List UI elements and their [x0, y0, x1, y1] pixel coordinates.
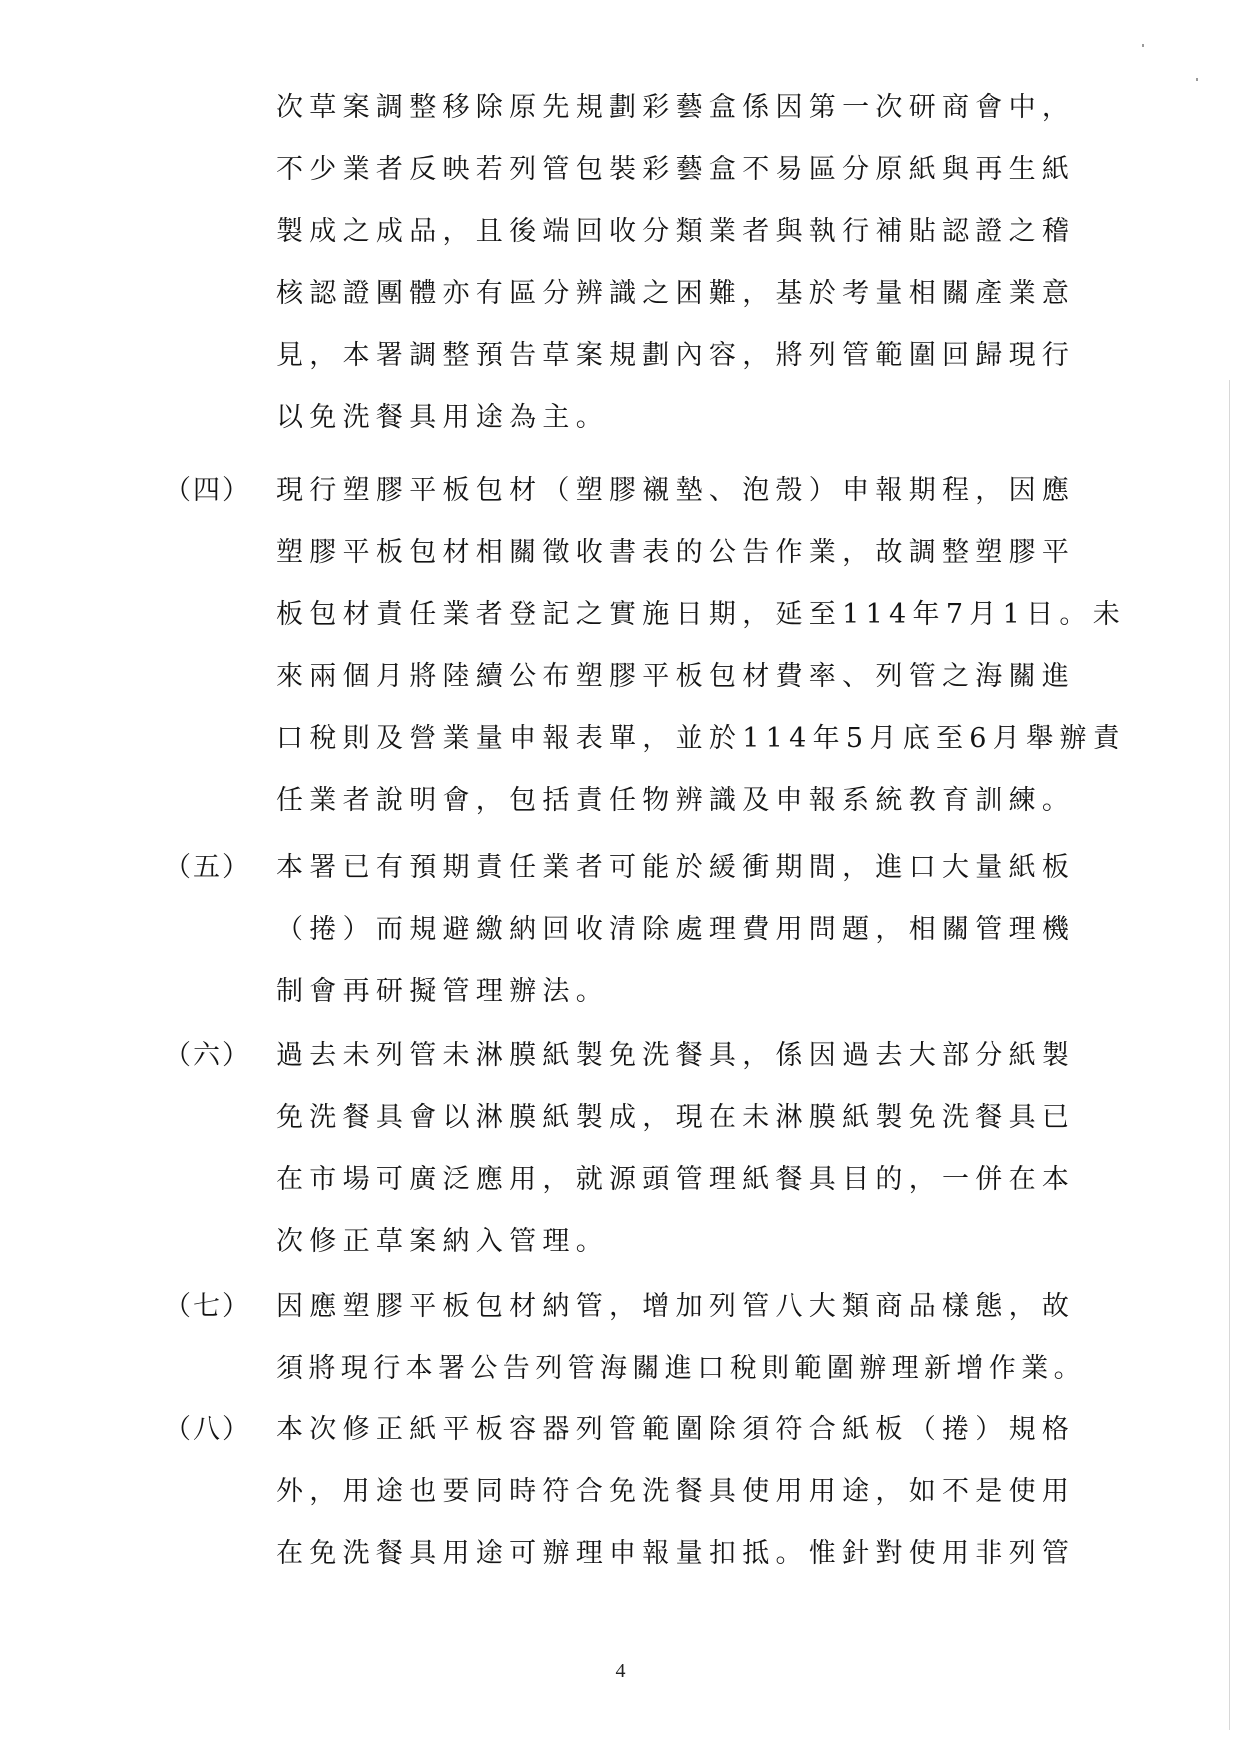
scan-speck	[1196, 78, 1198, 81]
text-line: 本署已有預期責任業者可能於緩衝期間，進口大量紙板	[276, 852, 1076, 883]
text-line: 制會再研擬管理辦法。	[276, 976, 609, 1007]
text-line: （捲）而規避繳納回收清除處理費用問題，相關管理機	[276, 914, 1076, 945]
text-line: 塑膠平板包材相關徵收書表的公告作業，故調整塑膠平	[276, 537, 1076, 568]
text-line: 板包材責任業者登記之實施日期，延至114年7月1日。未	[276, 599, 1126, 630]
scan-edge-line	[1229, 380, 1230, 1730]
item-number: （四）	[164, 475, 251, 506]
item-number: （五）	[164, 852, 251, 883]
text-line: 次修正草案納入管理。	[276, 1226, 609, 1257]
text-line: 製成之成品，且後端回收分類業者與執行補貼認證之稽	[276, 216, 1076, 247]
text-line: 在市場可廣泛應用，就源頭管理紙餐具目的，一併在本	[276, 1164, 1076, 1195]
text-line: 本次修正紙平板容器列管範圍除須符合紙板（捲）規格	[276, 1414, 1076, 1445]
text-line: 次草案調整移除原先規劃彩藝盒係因第一次研商會中，	[276, 92, 1076, 123]
text-line: 來兩個月將陸續公布塑膠平板包材費率、列管之海關進	[276, 661, 1076, 692]
text-line: 須將現行本署公告列管海關進口稅則範圍辦理新增作業。	[276, 1353, 1086, 1384]
text-line: 口稅則及營業量申報表單，並於114年5月底至6月舉辦責	[276, 723, 1126, 754]
text-line: 任業者說明會，包括責任物辨識及申報系統教育訓練。	[276, 785, 1076, 816]
text-line: 核認證團體亦有區分辨識之困難，基於考量相關產業意	[276, 278, 1076, 309]
text-line: 免洗餐具會以淋膜紙製成，現在未淋膜紙製免洗餐具已	[276, 1102, 1076, 1133]
text-line: 現行塑膠平板包材（塑膠襯墊、泡殼）申報期程，因應	[276, 475, 1076, 506]
item-number: （七）	[164, 1291, 251, 1322]
text-line: 以免洗餐具用途為主。	[276, 402, 609, 433]
text-line: 過去未列管未淋膜紙製免洗餐具，係因過去大部分紙製	[276, 1040, 1076, 1071]
item-number: （八）	[164, 1414, 251, 1445]
text-line: 不少業者反映若列管包裝彩藝盒不易區分原紙與再生紙	[276, 154, 1076, 185]
text-line: 見，本署調整預告草案規劃內容，將列管範圍回歸現行	[276, 340, 1076, 371]
scan-speck	[1142, 44, 1144, 47]
text-line: 外，用途也要同時符合免洗餐具使用用途，如不是使用	[276, 1476, 1076, 1507]
page-number: 4	[615, 1660, 626, 1682]
text-line: 因應塑膠平板包材納管，增加列管八大類商品樣態，故	[276, 1291, 1076, 1322]
text-line: 在免洗餐具用途可辦理申報量扣抵。惟針對使用非列管	[276, 1538, 1076, 1569]
item-number: （六）	[164, 1040, 251, 1071]
